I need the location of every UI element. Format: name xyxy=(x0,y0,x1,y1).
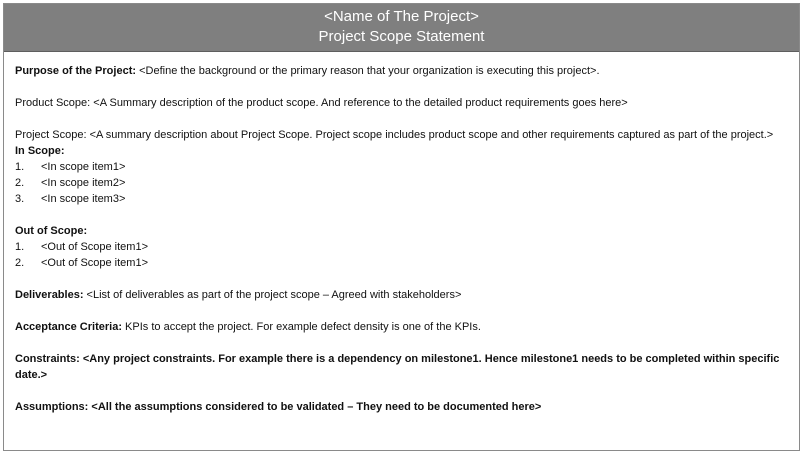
constraints-label: Constraints: xyxy=(15,353,80,365)
out-of-scope-list xyxy=(15,239,790,271)
assumptions-text: <All the assumptions considered to be validated – They need to be documented here> xyxy=(88,401,542,413)
constraints-section xyxy=(15,351,790,383)
acceptance-text: KPIs to accept the project. For example defect density is one of the KPIs. xyxy=(122,321,481,333)
list-item-text: <In scope item2> xyxy=(41,177,126,189)
project-name-title: <Name of The Project> xyxy=(324,8,479,25)
deliverables-section xyxy=(15,287,790,303)
list-item xyxy=(15,191,790,207)
deliverables-text: <List of deliverables as part of the project scope – Agreed with stakeholders> xyxy=(83,289,462,301)
deliverables-label: Deliverables: xyxy=(15,289,84,301)
document-title: Project Scope Statement xyxy=(318,28,485,45)
product-scope-text: Product Scope: <A Summary description of the product scope. And reference to the detailed product requirements goes here> xyxy=(15,97,628,109)
in-scope-label: In Scope: xyxy=(15,145,65,157)
purpose-section xyxy=(15,63,790,79)
list-item xyxy=(15,239,790,255)
project-scope-text: Project Scope: <A summary description about Project Scope. Project scope includes product scope and other requirements captured as part of the project.> xyxy=(15,129,774,141)
assumptions-label: Assumptions: xyxy=(15,401,89,413)
list-item-number: 3. xyxy=(15,193,25,205)
purpose-label: Purpose of the Project: xyxy=(15,65,137,77)
document-body xyxy=(15,63,790,415)
document-header xyxy=(4,4,799,52)
list-item-number: 1. xyxy=(15,161,25,173)
assumptions-section xyxy=(15,399,790,415)
list-item xyxy=(15,159,790,175)
list-item-text: <In scope item3> xyxy=(41,193,126,205)
acceptance-label: Acceptance Criteria: xyxy=(15,321,122,333)
constraints-text: <Any project constraints. For example there is a dependency on milestone1. Hence milestone1 needs to be completed within specific date.> xyxy=(15,353,780,381)
acceptance-section xyxy=(15,319,790,335)
list-item xyxy=(15,175,790,191)
list-item-text: <Out of Scope item1> xyxy=(41,241,149,253)
list-item-number: 2. xyxy=(15,257,25,269)
list-item-number: 2. xyxy=(15,177,25,189)
list-item-number: 1. xyxy=(15,241,25,253)
purpose-text: <Define the background or the primary reason that your organization is executing this project>. xyxy=(136,65,600,77)
list-item xyxy=(15,255,790,271)
in-scope-list xyxy=(15,159,790,207)
out-of-scope-label: Out of Scope: xyxy=(15,225,88,237)
list-item-text: <Out of Scope item1> xyxy=(41,257,149,269)
list-item-text: <In scope item1> xyxy=(41,161,126,173)
